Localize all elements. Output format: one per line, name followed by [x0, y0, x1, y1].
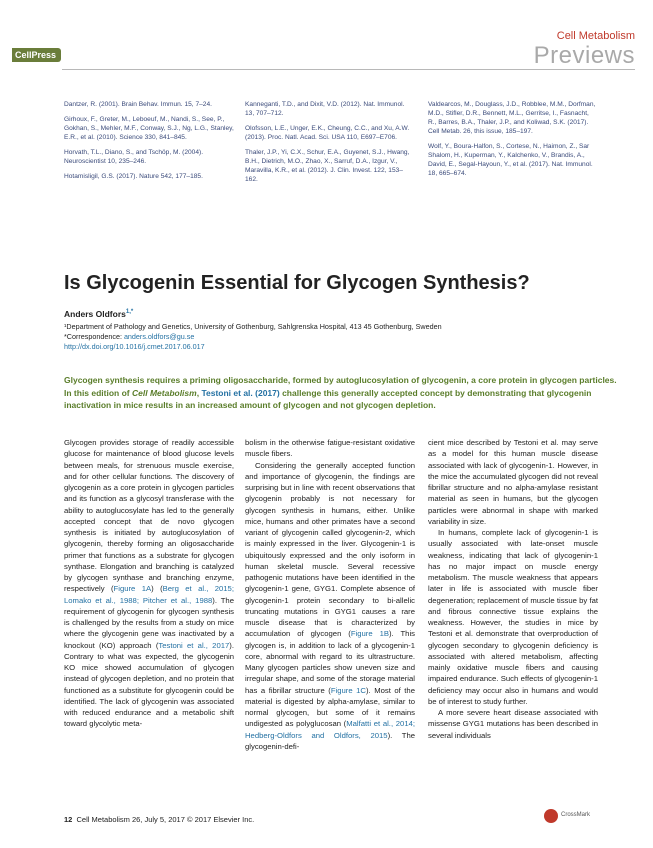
email-link[interactable]: anders.oldfors@gu.se [123, 332, 195, 341]
journal-name: Cell Metabolism [556, 30, 635, 42]
section-title: Previews [533, 42, 635, 69]
body-paragraph: A more severe heart disease associated with missense GYG1 mutations has been described in several individuals [428, 708, 598, 740]
body-paragraph: cient mice described by Testoni et al. may serve as a model for this human muscle disease associated with lack of glycogenin-1. However, in the mice the accumulated glycogen did not reveal fibrillar structure and no alpha-amylase resistant material as seen in humans, but the glycogen particles were abnormal in shape with marked variability in size. [428, 438, 598, 526]
body-text: ). The glycogenin-defi- [245, 730, 415, 751]
figure-link[interactable]: Figure 1A [113, 584, 152, 594]
body-text: ). This glycogen is, in addition to lack of a glycogenin-1 core, abnormal with regard to its ultrastructure. Many glycogen particles show uneven size and irregular shape, and some of the storage material has a fibrillar structure ( [245, 629, 415, 695]
page-footer [64, 815, 254, 824]
author-superscript[interactable]: 1,* [125, 309, 134, 315]
reference-item[interactable]: Hotamisligil, G.S. (2017). Nature 542, 177–185. [64, 173, 203, 180]
body-column-1 [64, 437, 234, 730]
reference-item[interactable]: Wolf, Y., Boura-Halfon, S., Cortese, N., Haimon, Z., Sar Shalom, H., Kuperman, Y., Kalchenko, V., Brandis, A., David, E., Segal-Hayoun, Y., et al. (2017). Nat. Immunol. 18, 665–674. [428, 143, 593, 177]
references-col-3 [428, 100, 598, 184]
correspondence [64, 332, 624, 342]
correspondence-label: *Correspondence: [64, 332, 124, 341]
affiliation: ¹Department of Pathology and Genetics, University of Gothenburg, Sahlgrenska Hospital, 413 45 Gothenburg, Sweden [64, 322, 442, 331]
article-title: Is Glycogenin Essential for Glycogen Synthesis? [64, 272, 530, 294]
author-line [64, 309, 133, 319]
footer-citation: Cell Metabolism 26, July 5, 2017 © 2017 Elsevier Inc. [76, 815, 255, 824]
references-col-1 [64, 100, 234, 187]
body-text: ). Contrary to what was expected, the glycogenin KO mice showed accumulation of glycogen instead of glycogen depletion, and no protein that functioned as a substitute for glycogenin could be identified. The lack of glycogenin was associated with reduced endurance and a metabolic shift toward glycolytic meta- [64, 640, 234, 729]
reference-item[interactable]: Girhoux, F., Greter, M., Leboeuf, M., Nandi, S., See, P., Gokhan, S., Mehler, M.F., Conway, S.J., Ng, L.G., Stanley, E.R., et al. (2010). Science 330, 841–845. [64, 116, 234, 141]
citation-link[interactable]: Testoni et al., 2017 [158, 640, 230, 650]
affiliation-block [64, 322, 624, 352]
body-paragraph: In humans, complete lack of glycogenin-1 is usually associated with late-onset muscle weakness, indicating that lack of glycogenin-1 has no major impact on muscle energy metabolism. The muscle weakness that appears later in life is associated with muscle fiber degeneration; replacement of muscle tissue by fat and fibrous connective tissue explains the weakness. However, the studies in mice by Testoni et al. demonstrate that overproduction of glycogen secondary to glycogenin deficiency is associated with altered metabolism, affecting mainly oxidative muscle fibers and causing impaired endurance. Such effects of glycogenin-1 deficiency may occur also in humans and would be of interest to study further. [428, 528, 598, 706]
body-text: ). Most of the material is digested by alpha-amylase, similar to normal glycogen, but some of it remains undigested as polyglucosan ( [245, 685, 415, 729]
abstract-journal: Cell Metabolism [132, 387, 197, 398]
abstract-text-end: challenge this generally accepted concept by demonstrating that glycogenin inactivation in mice results in an increased amount of glycogen and not glycogen depletion. [64, 387, 592, 410]
body-column-2 [245, 437, 415, 752]
references-col-2 [245, 100, 415, 190]
reference-item[interactable]: Kanneganti, T.D., and Dixit, V.D. (2012). Nat. Immunol. 13, 707–712. [245, 101, 405, 117]
citation-link[interactable]: Malfatti et al., 2014; Hedberg-Oldfors and Oldfors, 2015 [245, 719, 416, 740]
reference-item[interactable]: Dantzer, R. (2001). Brain Behav. Immun. 15, 7–24. [64, 101, 212, 108]
doi-link[interactable]: http://dx.doi.org/10.1016/j.cmet.2017.06.017 [64, 342, 205, 351]
body-paragraph [245, 460, 415, 753]
figure-link[interactable]: Figure 1C [330, 685, 366, 695]
cellpress-logo: CellPress [12, 48, 61, 62]
abstract-citation-link[interactable]: Testoni et al. (2017) [201, 387, 280, 398]
crossmark-icon[interactable] [544, 809, 558, 823]
citation-link[interactable]: Berg et al., 2015; Lomako et al., 1988; Pitcher et al., 1988 [64, 584, 234, 605]
reference-item[interactable]: Horvath, T.L., Diano, S., and Tschöp, M. (2004). Neuroscientist 10, 235–246. [64, 149, 204, 165]
body-paragraph: bolism in the otherwise fatigue-resistant oxidative muscle fibers. [245, 438, 415, 459]
body-text: Glycogen provides storage of readily accessible glucose for maintenance of blood glucose levels between meals, for strenuous muscle exercise, and for other cellular functions. The discovery of glycogenin as a core protein in glycogen particles and its function as a glycosyl transferase with the ability to autoglucosylate has led to the generally accepted concept that de novo glycogen synthesis is initiated by autoglucosylation of glycogenin, thereby forming an oligosaccharide primer that functions as a substrate for glycogen synthase. Elongation and branching is catalyzed by glycogen synthase and branching enzyme, respectively ( [64, 438, 234, 594]
reference-item[interactable]: Valdearcos, M., Douglass, J.D., Robblee, M.M., Dorfman, M.D., Stifler, D.R., Bennett, M.L., Gerritse, I., Fasnacht, R., Barres, B.A., Thaler, J.P., and Koliwad, S.K. (2017). Cell Metab. 26, this issue, 185–197. [428, 101, 596, 135]
body-text: ). The requirement of glycogenin for glycogen synthesis is challenged by the results from a study on mice where the glycogenin gene was inactivated by a knockout (KO) approach ( [64, 595, 234, 650]
header-rule [62, 69, 635, 70]
crossmark-label[interactable]: CrossMark [561, 812, 591, 818]
abstract [64, 374, 624, 412]
body-paragraph [64, 437, 234, 730]
author-name: Anders Oldfors [64, 309, 126, 319]
reference-item[interactable]: Thaler, J.P., Yi, C.X., Schur, E.A., Guyenet, S.J., Hwang, B.H., Dietrich, M.O., Zhao, X., Sarruf, D.A., Izgur, V., Maravilla, K.R., et al. (2012). J. Clin. Invest. 122, 153–162. [245, 149, 410, 183]
body-text: ) ( [151, 584, 163, 594]
reference-item[interactable]: Olofsson, L.E., Unger, E.K., Cheung, C.C., and Xu, A.W. (2013). Proc. Natl. Acad. Sci. USA 110, E697–E706. [245, 125, 410, 141]
page-number: 12 [64, 815, 73, 824]
figure-link[interactable]: Figure 1B [350, 629, 389, 639]
abstract-sep: , [196, 387, 202, 398]
body-text: Considering the generally accepted function and importance of glycogenin, the findings are surprising but in line with recent observations that glycogenin probably is not necessary for glycogen synthesis in humans, either. Unlike mice, humans and other primates have a second variant of glycogenin called glycogenin-2, which is mainly expressed in the liver. Glycogenin-1 is ubiquitously expressed and the only isoform in human skeletal muscle. Several recessive pathogenic mutations have been identified in the glycogenin-1 gene, GYG1. Complete absence of glycogenin-1 protein secondary to bi-allelic truncating mutations in GYG1 causes a rare muscle disease that is characterized by accumulation of glycogen ( [245, 460, 415, 639]
abstract-text: Glycogen synthesis requires a priming oligosaccharide, formed by autoglucosylation of glycogenin, a core protein in glycogen particles. In this edition of [64, 375, 617, 398]
body-column-3 [428, 437, 598, 741]
